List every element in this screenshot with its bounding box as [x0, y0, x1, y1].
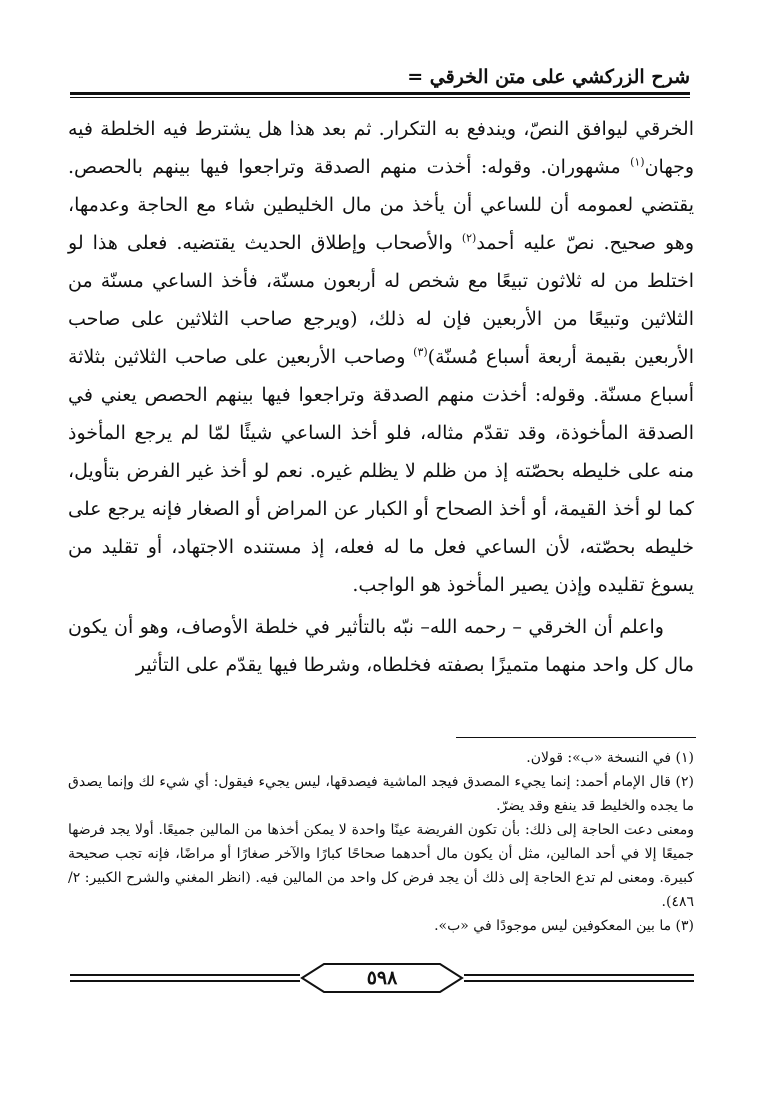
header-rule-thick	[70, 92, 690, 95]
footnote-ref-3: (٣)	[413, 345, 428, 359]
paragraph-2: واعلم أن الخرقي – رحمه الله– نبّه بالتأثير في خلطة الأوصاف، وهو أن يكون مال كل واحد منهما متميزًا بصفته فخلطاه، وشرطا فيها يقدّم على التأثير	[68, 616, 694, 676]
page-footer	[70, 962, 694, 1002]
footnotes	[68, 746, 694, 938]
footnote-2: (٢) قال الإمام أحمد: إنما يجيء المصدق فيجد الماشية فيصدقها، ليس يجيء فيقول: أي شيء لك وإنما يصدق ما يجده والخليط قد ينفع وقد يضرّ.	[68, 774, 694, 814]
header-title-text: شرح الزركشي على متن الخرقي	[429, 66, 690, 88]
footer-rule-left-bottom	[70, 980, 300, 982]
footer-rule-right-top	[464, 974, 694, 976]
footer-rule-right-bottom	[464, 980, 694, 982]
main-text	[68, 110, 694, 684]
paragraph-1	[68, 110, 694, 604]
footer-rule-left-top	[70, 974, 300, 976]
book-title	[407, 66, 690, 88]
footnote-1: (١) في النسخة «ب»: قولان.	[526, 750, 694, 766]
paragraph-1-part-b: مشهوران. وقوله: أخذت منهم الصدقة وتراجعوا فيها بينهم بالحصص. يقتضي لعمومه أن للساعي أن يأخذ من مال الخليطين شاء مع الحاجة وعدمها، وهو صحيح. نصّ عليه أحمد	[68, 156, 694, 254]
footnote-separator	[456, 737, 696, 738]
paragraph-1-part-d: وصاحب الأربعين على صاحب الثلاثين بثلاثة أسباع مسنّة. وقوله: أخذت منهم الصدقة وتراجعوا فيها بينهم الحصص يعني في الصدقة المأخوذة، وقد تقدّم مثاله، فلو أخذ الساعي شيئًا لمّا لم يرجع المأخوذ منه على خليطه بحصّته إذ من ظلم لا يظلم غيره. نعم لو أخذ غير الفرض بتأويل، كما لو أخذ القيمة، أو أخذ الصحاح أو الكبار عن المراض أو الصغار فإنه يرجع على خليطه بحصّته، لأن الساعي فعل ما له فعله، إذ مستنده الاجتهاد، أو تقليد من يسوغ تقليده وإذن يصير المأخوذ هو الواجب.	[68, 346, 695, 596]
footnote-ref-1: (١)	[630, 155, 645, 169]
footnote-2-continuation: ومعنى دعت الحاجة إلى ذلك: بأن تكون الفريضة عينًا واحدة لا يمكن أخذها من المالين جميعًا. أولا يجد فرضها جميعًا إلا في أحد المالين، مثل أن يكون مال أحدهما صحاحًا كبارًا والآخر صغارًا أو مراضًا، فإنه تجب صحيحة كبيرة. ومعنى لم تدع الحاجة إلى ذلك أن يجد فرض كل واحد من المالين فيه. (انظر المغني والشرح الكبير: ٢/ ٤٨٦).	[68, 822, 694, 910]
header-rule-thin	[70, 97, 690, 98]
page-number-badge	[300, 962, 464, 994]
page-number: ٥٩٨	[366, 967, 398, 989]
running-header	[70, 58, 690, 98]
header-dash: =	[407, 66, 424, 88]
paragraph-1-part-a: الخرقي ليوافق النصّ، ويندفع به التكرار. ثم بعد هذا هل يشترط فيه الخلطة فيه وجهان	[68, 118, 694, 178]
footnote-3: (٣) ما بين المعكوفين ليس موجودًا في «ب».	[434, 918, 694, 934]
paragraph-1-part-c: والأصحاب وإطلاق الحديث يقتضيه. فعلى هذا لو اختلط من له ثلاثون تبيعًا مع شخص له أربعون مسنّة، فأخذ الساعي مسنّة من الثلاثين وتبيعًا من الأربعين فإن له ذلك، (ويرجع صاحب الثلاثين على صاحب الأربعين بقيمة أربعة أسباع مُسنّة)	[68, 232, 695, 368]
footnote-ref-2: (٢)	[461, 231, 477, 245]
